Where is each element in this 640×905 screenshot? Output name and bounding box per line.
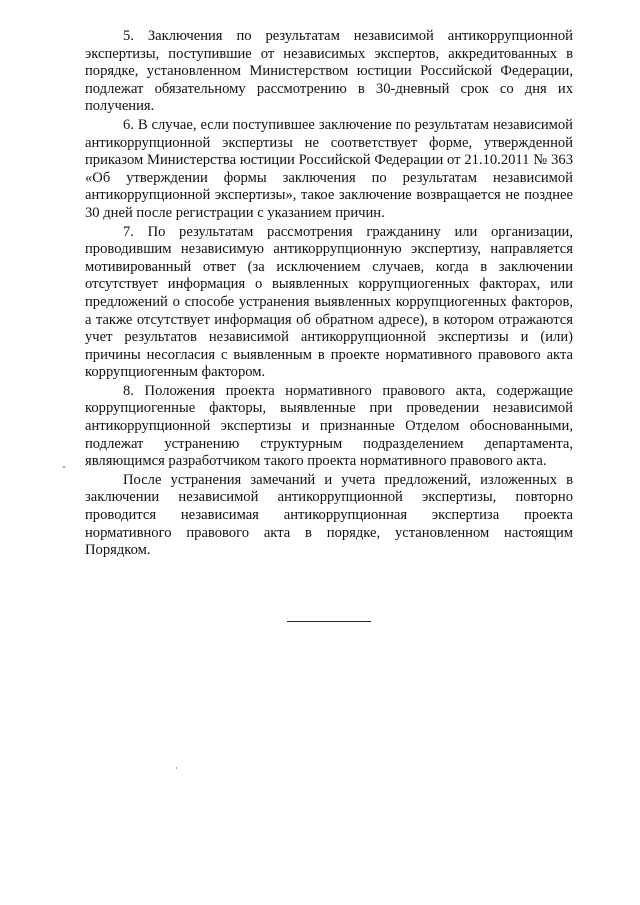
paragraph-7: 7. По результатам рассмотрения гражданину или организации, проводившим независимую антикоррупционную экспертизу, направляется мотивированный ответ (за исключением случаев, когда в заключении отсутствует информация о выявленных коррупциогенных факторах, или предложений о способе устранения выявленных коррупциогенных факторов, а также отсутствует информация об обратном адресе), в котором отражаются учет результатов независимой антикоррупционной экспертизы и (или) причины несогласия с выявленным в проекте нормативного правового акта коррупциогенным фактором. bbox=[85, 223, 573, 381]
scan-speck bbox=[63, 466, 65, 468]
scan-speck bbox=[176, 767, 177, 769]
paragraph-5: 5. Заключения по результатам независимой антикоррупционной экспертизы, поступившие от независимых экспертов, аккредитованных в порядке, установленном Министерством юстиции Российской Федерации, подлежат обязательному рассмотрению в 30-дневный срок со дня их получения. bbox=[85, 28, 573, 115]
paragraph-8: 8. Положения проекта нормативного правового акта, содержащие коррупциогенные факторы, выявленные при проведении независимой антикоррупционной экспертизы и признанные Отделом обоснованными, подлежат устранению структурным подразделением департамента, являющимся разработчиком такого проекта нормативного правового акта. bbox=[85, 382, 573, 470]
paragraph-6: 6. В случае, если поступившее заключение по результатам независимой антикоррупционной экспертизы не соответствует форме, утвержденной приказом Министерства юстиции Российской Федерации от 21.10.2011 № 363 «Об утверждении формы заключения по результатам независимой антикоррупционной экспертизы», такое заключение возвращается не позднее 30 дней после регистрации с указанием причин. bbox=[85, 116, 573, 221]
paragraph-final: После устранения замечаний и учета предложений, изложенных в заключении независимой антикоррупционной экспертизы, повторно проводится независимая антикоррупционная экспертиза проекта нормативного правового акта в порядке, установленном настоящим Порядком. bbox=[85, 471, 573, 559]
document-body bbox=[85, 28, 573, 561]
closing-separator-line bbox=[287, 621, 371, 622]
